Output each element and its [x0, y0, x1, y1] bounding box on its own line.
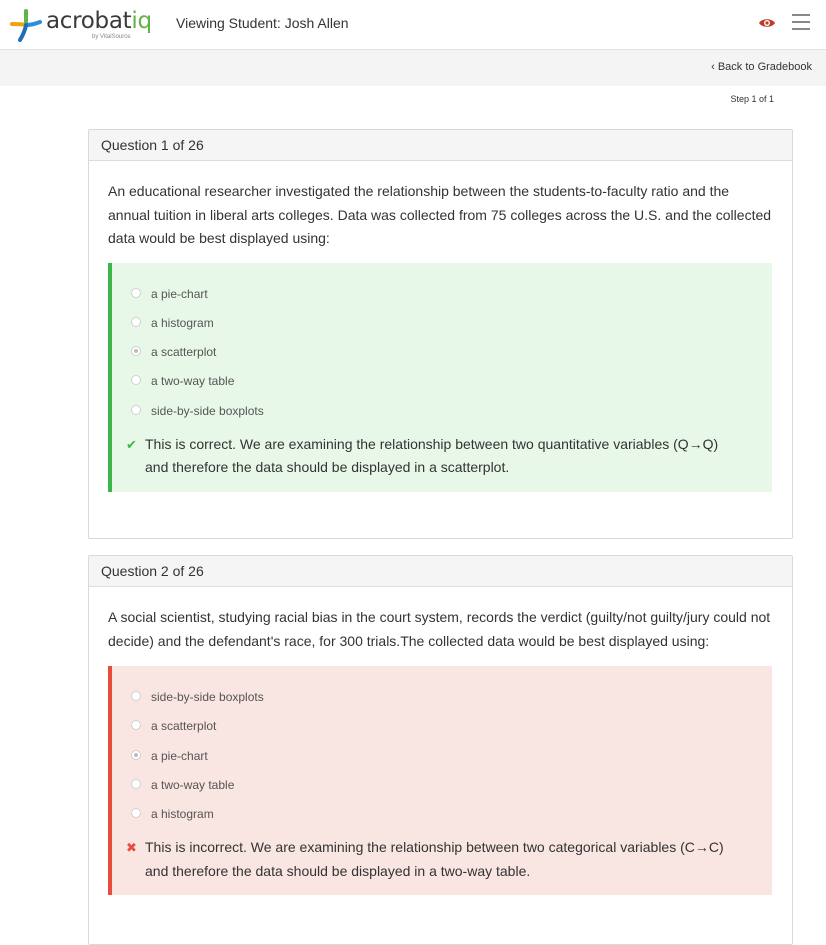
- question-text: An educational researcher investigated the relationship between the students-to-faculty ratio and the annual tuition in liberal arts colleges. Data was collected from 75 colleges across the U.S. and the collected data would be best displayed using:: [108, 183, 772, 246]
- answer-option[interactable]: [112, 314, 772, 343]
- option-label: a histogram: [151, 807, 214, 822]
- answer-option[interactable]: [112, 285, 772, 314]
- radio-button[interactable]: [131, 720, 141, 730]
- option-label: a pie-chart: [151, 748, 208, 763]
- radio-button[interactable]: [131, 317, 141, 327]
- answer-option[interactable]: [112, 402, 772, 431]
- question-title: Question 2 of 26: [89, 556, 792, 587]
- logo-mark-icon: [8, 7, 44, 43]
- acrobatiq-logo[interactable]: [8, 5, 152, 45]
- checkmark-icon: ✔: [126, 436, 137, 452]
- eye-icon[interactable]: [758, 16, 776, 30]
- answer-option[interactable]: [112, 688, 772, 717]
- radio-button[interactable]: [131, 405, 141, 415]
- radio-button-selected[interactable]: [131, 346, 141, 356]
- answer-feedback-box: [108, 666, 772, 895]
- question-panel: [88, 129, 793, 539]
- answer-option[interactable]: [112, 776, 772, 805]
- option-label: side-by-side boxplots: [151, 403, 264, 418]
- answer-option[interactable]: [112, 717, 772, 746]
- option-label: a scatterplot: [151, 719, 217, 734]
- feedback-text: This is correct. We are examining the relationship between two quantitative variables (Q→Q) and therefore the data should be displayed in a scatterplot.: [145, 435, 719, 476]
- option-label: a histogram: [151, 315, 214, 330]
- answer-option[interactable]: [112, 343, 772, 372]
- logo-byline: by VitalSource: [92, 34, 131, 40]
- radio-button[interactable]: [131, 779, 141, 789]
- option-label: a two-way table: [151, 777, 235, 792]
- cross-icon: ✖: [126, 840, 137, 856]
- answer-feedback-box: [108, 263, 772, 492]
- radio-button[interactable]: [131, 375, 141, 385]
- viewing-student-label: Viewing Student: Josh Allen: [176, 15, 349, 31]
- logo-wordmark: acrobatiq: [46, 8, 152, 34]
- top-navigation-bar: [0, 0, 826, 50]
- feedback-explanation: [112, 433, 772, 480]
- question-text: A social scientist, studying racial bias in the court system, records the verdict (guilty/not guilty/jury could not decide) and the defendant's race, for 300 trials.The collected data would be best displayed using:: [108, 609, 771, 649]
- option-label: a scatterplot: [151, 345, 217, 360]
- radio-button[interactable]: [131, 288, 141, 298]
- question-title: Question 1 of 26: [89, 130, 792, 161]
- option-label: a two-way table: [151, 374, 235, 389]
- radio-button[interactable]: [131, 691, 141, 701]
- answer-option[interactable]: [112, 372, 772, 401]
- step-indicator: Step 1 of 1: [730, 94, 774, 104]
- question-panel: [88, 555, 793, 945]
- feedback-explanation: [112, 836, 772, 883]
- radio-button-selected[interactable]: [131, 750, 141, 760]
- option-label: side-by-side boxplots: [151, 690, 264, 704]
- answer-option[interactable]: [112, 805, 772, 834]
- sub-toolbar: [0, 50, 826, 86]
- hamburger-menu-icon[interactable]: [792, 14, 810, 32]
- option-label: a pie-chart: [151, 286, 208, 301]
- back-to-gradebook-link[interactable]: ‹ Back to Gradebook: [711, 61, 812, 73]
- feedback-text: This is incorrect. We are examining the relationship between two categorical variables (C→C) and therefore the data should be displayed in a two-way table.: [145, 839, 724, 879]
- radio-button[interactable]: [131, 808, 141, 818]
- answer-option[interactable]: [112, 747, 772, 776]
